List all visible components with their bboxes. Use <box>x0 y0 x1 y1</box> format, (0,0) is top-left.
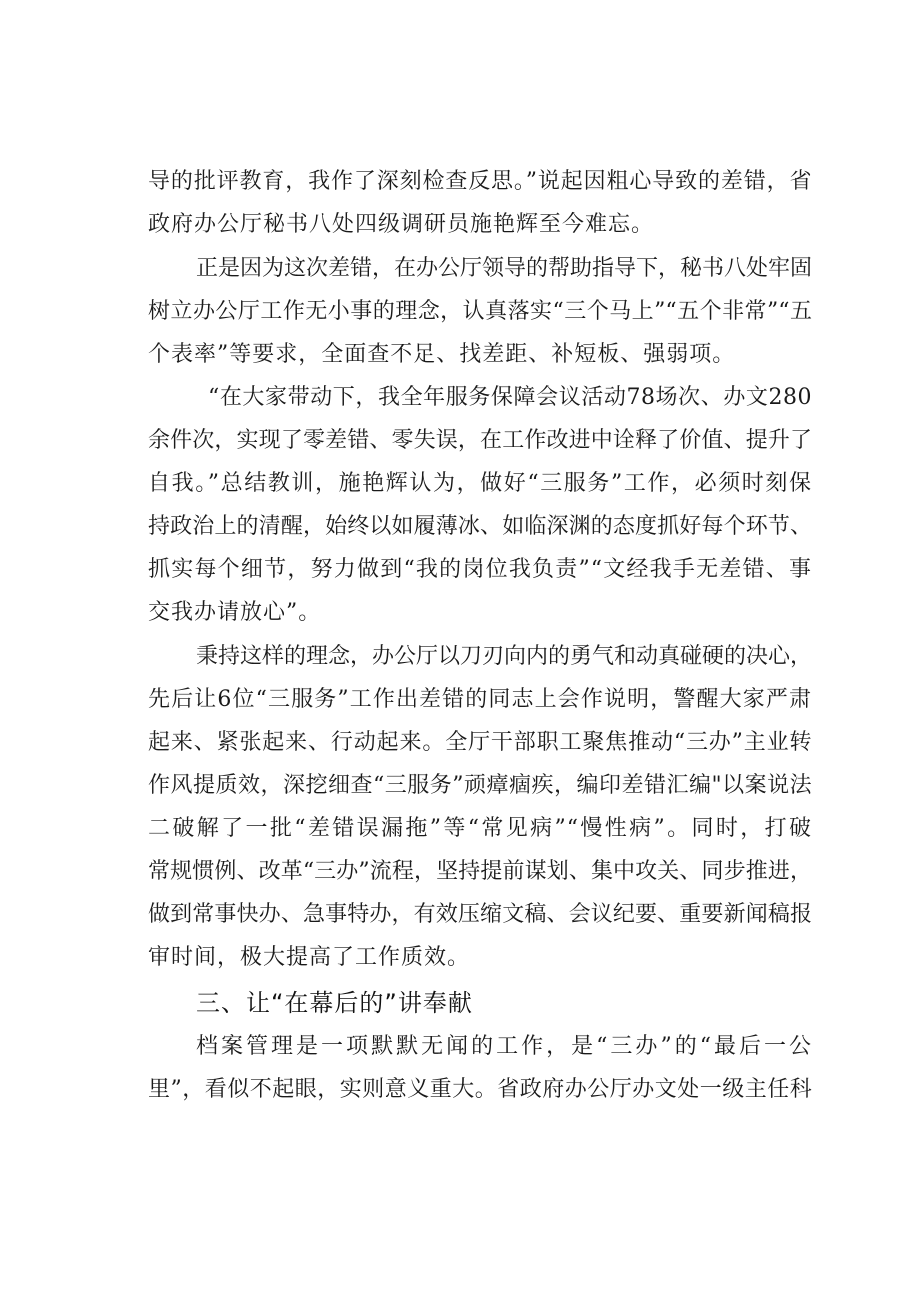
p1-line-1: 导的批评教育，我作了深刻检查反思。”说起因粗心导致的差错，省 <box>148 169 812 194</box>
p3-line-3: 自我。”总结教训，施艳辉认为，做好“三服务”工作，必须时刻保 <box>148 471 812 496</box>
p4-line-8: 审时间，极大提高了工作质效。 <box>148 945 471 970</box>
p2-line-1: 正是因为这次差错，在办公厅领导的帮助指导下，秘书八处牢固 <box>196 256 813 281</box>
p4-line-6: 常规惯例、改革“三办”流程，坚持提前谋划、集中攻关、同步推进， <box>148 859 812 884</box>
p4-line-3: 起来、紧张起来、行动起来。全厅干部职工聚焦推动“三办”主业转 <box>148 730 812 755</box>
p4-line-1: 秉持这样的理念，办公厅以刀刃向内的勇气和动真碰硬的决心， <box>196 644 813 669</box>
p2-line-2: 树立办公厅工作无小事的理念，认真落实“三个马上”“五个非常”“五 <box>148 299 812 324</box>
p4-line-4: 作风提质效，深挖细查“三服务”顽瘴痼疾，编印差错汇编"以案说法 <box>148 773 813 798</box>
p4-line-2: 先后让6位“三服务”工作出差错的同志上会作说明，警醒大家严肃 <box>148 687 812 712</box>
p3-line-1: “在大家带动下，我全年服务保障会议活动78场次、办文280 <box>208 385 812 410</box>
p3-line-6: 交我办请放心”。 <box>148 600 322 625</box>
section-heading: 三、让“在幕后的”讲奉献 <box>196 989 473 1017</box>
p3-line-4: 持政治上的清醒，始终以如履薄冰、如临深渊的态度抓好每个环节、 <box>148 514 812 539</box>
p4-line-7: 做到常事快办、急事特办，有效压缩文稿、会议纪要、重要新闻稿报 <box>148 902 812 927</box>
p5-line-1: 档案管理是一项默默无闻的工作，是“三办”的“最后一公 <box>196 1034 812 1059</box>
p3-line-2: 余件次，实现了零差错、零失误，在工作改进中诠释了价值、提升了 <box>148 428 812 453</box>
p4-line-5: 二破解了一批“差错误漏拖”等“常见病”“慢性病”。同时，打破 <box>148 816 812 841</box>
p3-line-5: 抓实每个细节，努力做到“我的岗位我负责”“文经我手无差错、事 <box>148 557 812 582</box>
p1-line-2: 政府办公厅秘书八处四级调研员施艳辉至今难忘。 <box>148 212 655 237</box>
p2-line-3: 个表率”等要求，全面查不足、找差距、补短板、强弱项。 <box>148 342 736 367</box>
p5-line-2: 里”，看似不起眼，实则意义重大。省政府办公厅办文处一级主任科 <box>148 1077 813 1102</box>
